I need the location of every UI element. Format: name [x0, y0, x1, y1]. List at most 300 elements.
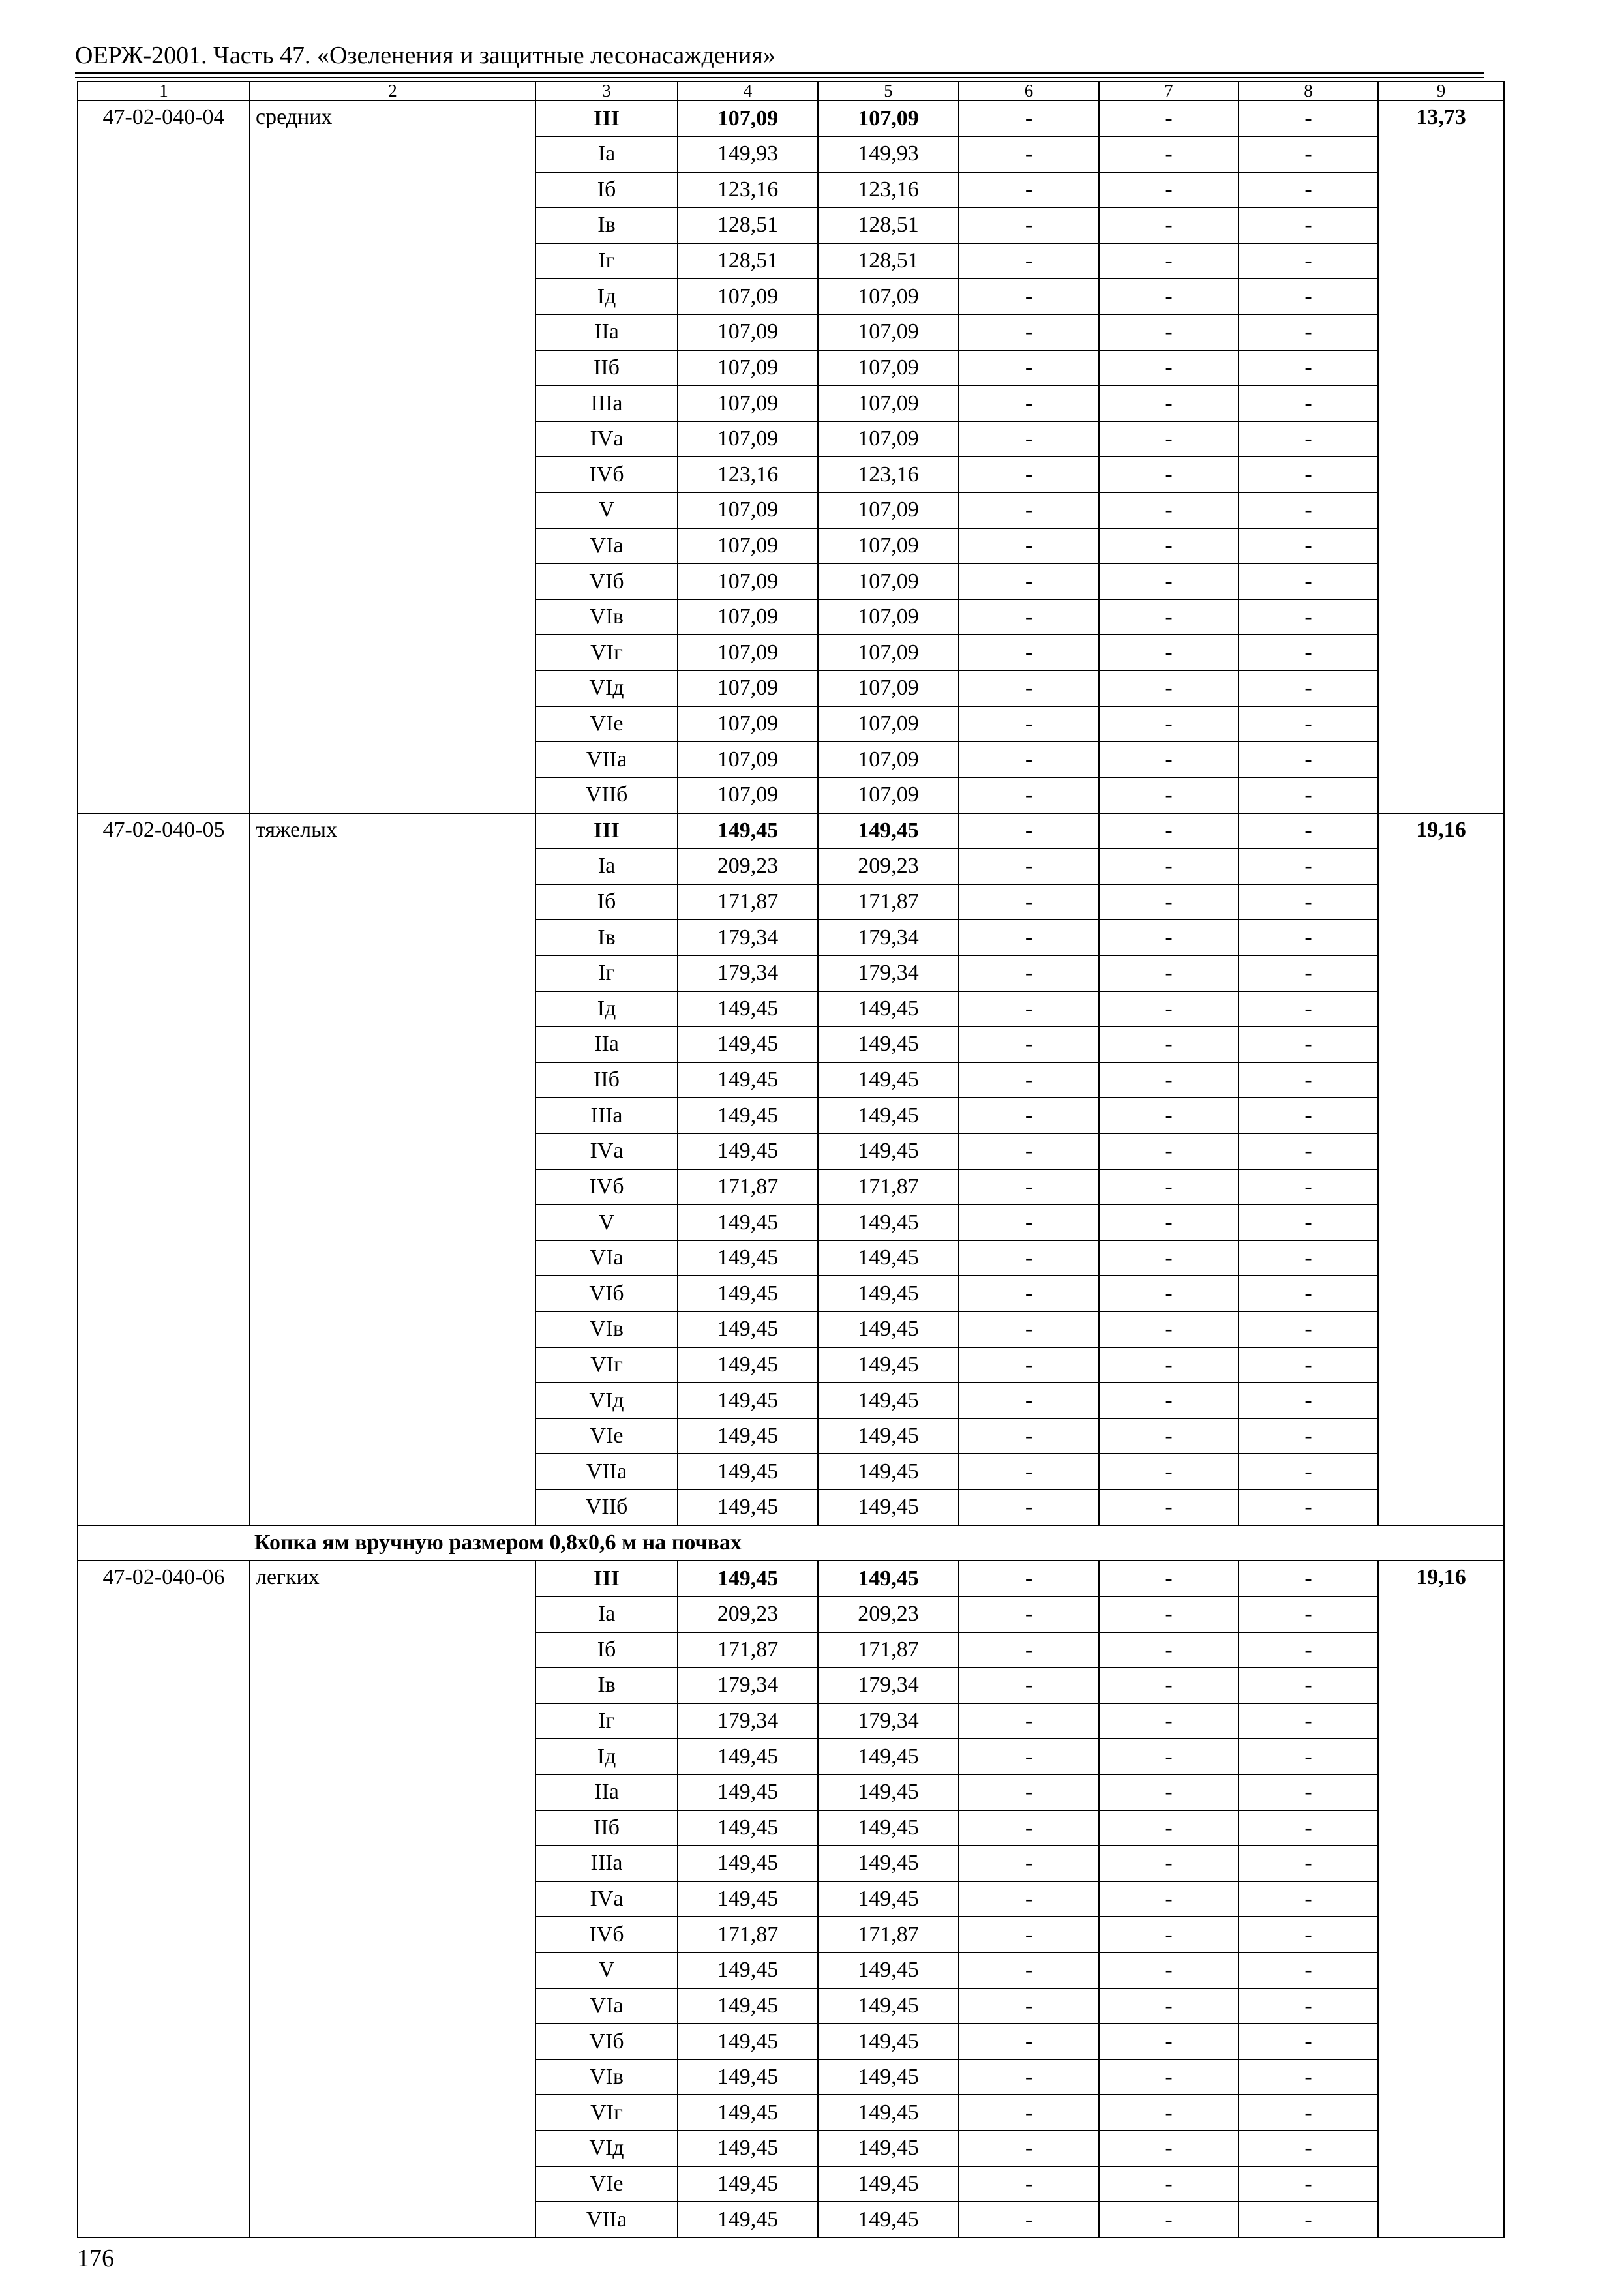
region-zone: IIа: [535, 1026, 678, 1062]
machinery-cost: -: [959, 1668, 1099, 1703]
materials-cost: -: [1239, 1489, 1378, 1525]
machinery-cost: -: [959, 1098, 1099, 1133]
materials-cost: -: [1239, 1204, 1378, 1240]
machinists-wages: -: [1099, 2059, 1239, 2095]
materials-cost: -: [1239, 1062, 1378, 1098]
machinists-wages: -: [1099, 1169, 1239, 1205]
price-wages: 179,34: [818, 955, 959, 991]
machinists-wages: -: [1099, 243, 1239, 279]
machinists-wages: -: [1099, 1489, 1239, 1525]
price-total: 149,45: [678, 2059, 818, 2095]
price-wages: 149,45: [818, 1810, 959, 1846]
region-zone: Iб: [535, 884, 678, 920]
price-wages: 107,09: [818, 492, 959, 528]
region-zone: Iд: [535, 278, 678, 314]
machinists-wages: -: [1099, 1347, 1239, 1383]
rate-code: 47-02-040-06: [78, 1561, 250, 2237]
price-wages: 107,09: [818, 528, 959, 564]
price-total: 149,45: [678, 813, 818, 849]
machinery-cost: -: [959, 1204, 1099, 1240]
materials-cost: -: [1239, 1276, 1378, 1311]
materials-cost: -: [1239, 1703, 1378, 1739]
price-total: 171,87: [678, 1917, 818, 1952]
materials-cost: -: [1239, 492, 1378, 528]
region-zone: Iа: [535, 1596, 678, 1632]
price-total: 107,09: [678, 563, 818, 599]
machinists-wages: -: [1099, 2202, 1239, 2237]
region-zone: IIа: [535, 1774, 678, 1810]
machinery-cost: -: [959, 955, 1099, 991]
price-wages: 107,09: [818, 421, 959, 457]
materials-cost: -: [1239, 278, 1378, 314]
price-wages: 149,45: [818, 813, 959, 849]
region-zone: Iв: [535, 1668, 678, 1703]
machinery-cost: -: [959, 1881, 1099, 1917]
page-number: 176: [77, 2245, 114, 2272]
region-zone: V: [535, 1952, 678, 1988]
machinists-wages: -: [1099, 1703, 1239, 1739]
price-wages: 128,51: [818, 243, 959, 279]
price-wages: 149,45: [818, 1489, 959, 1525]
machinists-wages: -: [1099, 563, 1239, 599]
price-total: 149,93: [678, 136, 818, 172]
machinery-cost: -: [959, 1347, 1099, 1383]
price-total: 171,87: [678, 1632, 818, 1668]
machinery-cost: -: [959, 813, 1099, 849]
price-wages: 179,34: [818, 1668, 959, 1703]
region-zone: IVа: [535, 1881, 678, 1917]
machinery-cost: -: [959, 741, 1099, 777]
rate-code: 47-02-040-05: [78, 813, 250, 1525]
region-zone: Iд: [535, 991, 678, 1027]
table-row: [78, 1561, 1504, 1596]
machinery-cost: -: [959, 884, 1099, 920]
price-total: 149,45: [678, 2166, 818, 2202]
price-total: 179,34: [678, 1703, 818, 1739]
materials-cost: -: [1239, 2202, 1378, 2237]
machinery-cost: -: [959, 314, 1099, 350]
price-wages: 149,45: [818, 1240, 959, 1276]
machinery-cost: -: [959, 635, 1099, 670]
price-total: 149,45: [678, 1739, 818, 1774]
machinists-wages: -: [1099, 1276, 1239, 1311]
price-total: 179,34: [678, 1668, 818, 1703]
price-total: 171,87: [678, 1169, 818, 1205]
section-heading: Копка ям вручную размером 0,8х0,6 м на почвах: [78, 1525, 1504, 1561]
machinery-cost: -: [959, 1240, 1099, 1276]
materials-cost: -: [1239, 528, 1378, 564]
region-zone: Iб: [535, 172, 678, 208]
rates-table: [77, 81, 1505, 2238]
region-zone: VIв: [535, 1311, 678, 1347]
region-zone: Iа: [535, 848, 678, 884]
machinists-wages: -: [1099, 100, 1239, 136]
machinery-cost: -: [959, 2095, 1099, 2131]
price-total: 107,09: [678, 635, 818, 670]
machinists-wages: -: [1099, 350, 1239, 386]
materials-cost: -: [1239, 1632, 1378, 1668]
price-wages: 149,45: [818, 1418, 959, 1454]
price-wages: 179,34: [818, 920, 959, 955]
price-total: 149,45: [678, 991, 818, 1027]
price-wages: 149,45: [818, 2131, 959, 2166]
machinists-wages: -: [1099, 1952, 1239, 1988]
price-wages: 149,45: [818, 1774, 959, 1810]
price-total: 149,45: [678, 1418, 818, 1454]
price-total: 107,09: [678, 599, 818, 635]
price-wages: 149,93: [818, 136, 959, 172]
machinists-wages: -: [1099, 1632, 1239, 1668]
machinery-cost: -: [959, 1169, 1099, 1205]
price-wages: 149,45: [818, 1881, 959, 1917]
materials-cost: -: [1239, 2166, 1378, 2202]
machinery-cost: -: [959, 1632, 1099, 1668]
materials-cost: -: [1239, 1026, 1378, 1062]
machinists-wages: -: [1099, 1881, 1239, 1917]
region-zone: IIIа: [535, 1098, 678, 1133]
region-zone: VIе: [535, 2166, 678, 2202]
price-wages: 149,45: [818, 1133, 959, 1169]
machinery-cost: -: [959, 385, 1099, 421]
machinery-cost: -: [959, 243, 1099, 279]
machinists-wages: -: [1099, 136, 1239, 172]
price-wages: 171,87: [818, 1917, 959, 1952]
region-zone: VIг: [535, 635, 678, 670]
machinery-cost: -: [959, 1276, 1099, 1311]
materials-cost: -: [1239, 1952, 1378, 1988]
column-number: 5: [818, 82, 959, 100]
machinery-cost: -: [959, 2166, 1099, 2202]
machinists-wages: -: [1099, 1454, 1239, 1489]
region-zone: Iв: [535, 920, 678, 955]
materials-cost: -: [1239, 2024, 1378, 2059]
price-wages: 209,23: [818, 848, 959, 884]
materials-cost: -: [1239, 1561, 1378, 1596]
materials-cost: -: [1239, 1240, 1378, 1276]
machinery-cost: -: [959, 1917, 1099, 1952]
machinery-cost: -: [959, 2059, 1099, 2095]
column-number: 2: [250, 82, 535, 100]
machinery-cost: -: [959, 1810, 1099, 1846]
price-total: 123,16: [678, 172, 818, 208]
materials-cost: -: [1239, 1739, 1378, 1774]
price-total: 123,16: [678, 456, 818, 492]
price-total: 171,87: [678, 884, 818, 920]
price-wages: 128,51: [818, 207, 959, 243]
machinery-cost: -: [959, 492, 1099, 528]
price-total: 149,45: [678, 2024, 818, 2059]
region-zone: Iг: [535, 1703, 678, 1739]
machinery-cost: -: [959, 1454, 1099, 1489]
region-zone: III: [535, 1561, 678, 1596]
price-wages: 149,45: [818, 1311, 959, 1347]
region-zone: IVб: [535, 456, 678, 492]
materials-cost: -: [1239, 1881, 1378, 1917]
price-wages: 149,45: [818, 1739, 959, 1774]
price-wages: 107,09: [818, 635, 959, 670]
region-zone: VIа: [535, 1988, 678, 2024]
region-zone: V: [535, 492, 678, 528]
materials-cost: -: [1239, 385, 1378, 421]
table-row: [78, 100, 1504, 136]
price-wages: 123,16: [818, 172, 959, 208]
machinery-cost: -: [959, 100, 1099, 136]
price-total: 209,23: [678, 1596, 818, 1632]
price-wages: 149,45: [818, 1276, 959, 1311]
region-zone: Iд: [535, 1739, 678, 1774]
price-total: 107,09: [678, 278, 818, 314]
machinists-wages: -: [1099, 1917, 1239, 1952]
price-total: 149,45: [678, 1774, 818, 1810]
price-total: 149,45: [678, 1311, 818, 1347]
region-zone: VIIа: [535, 1454, 678, 1489]
materials-cost: -: [1239, 1454, 1378, 1489]
price-total: 107,09: [678, 741, 818, 777]
machinery-cost: -: [959, 1952, 1099, 1988]
price-total: 179,34: [678, 920, 818, 955]
materials-cost: -: [1239, 777, 1378, 813]
column-number: 6: [959, 82, 1099, 100]
machinists-wages: -: [1099, 492, 1239, 528]
machinists-wages: -: [1099, 385, 1239, 421]
region-zone: VIе: [535, 706, 678, 742]
price-wages: 149,45: [818, 1988, 959, 2024]
price-total: 209,23: [678, 848, 818, 884]
price-total: 128,51: [678, 207, 818, 243]
header-rule-thin: [75, 77, 1484, 78]
machinists-wages: -: [1099, 955, 1239, 991]
machinery-cost: -: [959, 2202, 1099, 2237]
region-zone: VIг: [535, 1347, 678, 1383]
price-total: 107,09: [678, 492, 818, 528]
machinery-cost: -: [959, 1846, 1099, 1881]
materials-cost: -: [1239, 172, 1378, 208]
labor-cost: 13,73: [1378, 100, 1504, 813]
materials-cost: -: [1239, 920, 1378, 955]
price-wages: 107,09: [818, 278, 959, 314]
materials-cost: -: [1239, 1098, 1378, 1133]
machinists-wages: -: [1099, 2024, 1239, 2059]
region-zone: Iб: [535, 1632, 678, 1668]
region-zone: VIд: [535, 670, 678, 706]
region-zone: VIб: [535, 2024, 678, 2059]
price-wages: 149,45: [818, 1098, 959, 1133]
machinists-wages: -: [1099, 741, 1239, 777]
machinery-cost: -: [959, 2131, 1099, 2166]
region-zone: VIв: [535, 2059, 678, 2095]
region-zone: III: [535, 813, 678, 849]
price-total: 107,09: [678, 350, 818, 386]
price-total: 149,45: [678, 1489, 818, 1525]
machinists-wages: -: [1099, 1062, 1239, 1098]
materials-cost: -: [1239, 1774, 1378, 1810]
materials-cost: -: [1239, 2095, 1378, 2131]
price-total: 149,45: [678, 1810, 818, 1846]
materials-cost: -: [1239, 635, 1378, 670]
price-wages: 107,09: [818, 314, 959, 350]
machinery-cost: -: [959, 706, 1099, 742]
running-header: ОЕРЖ-2001. Часть 47. «Озеленения и защитные лесонасаждения»: [75, 42, 775, 69]
materials-cost: -: [1239, 1668, 1378, 1703]
column-number: 3: [535, 82, 678, 100]
materials-cost: -: [1239, 314, 1378, 350]
price-wages: 107,09: [818, 350, 959, 386]
materials-cost: -: [1239, 1169, 1378, 1205]
machinists-wages: -: [1099, 991, 1239, 1027]
materials-cost: -: [1239, 991, 1378, 1027]
column-number: 1: [78, 82, 250, 100]
price-total: 149,45: [678, 2131, 818, 2166]
machinery-cost: -: [959, 1311, 1099, 1347]
soil-type: тяжелых: [250, 813, 535, 1525]
region-zone: Iа: [535, 136, 678, 172]
machinery-cost: -: [959, 1596, 1099, 1632]
price-total: 107,09: [678, 670, 818, 706]
machinery-cost: -: [959, 207, 1099, 243]
price-wages: 149,45: [818, 1026, 959, 1062]
price-wages: 149,45: [818, 1383, 959, 1418]
column-number: 4: [678, 82, 818, 100]
price-total: 149,45: [678, 1561, 818, 1596]
price-wages: 171,87: [818, 1169, 959, 1205]
price-wages: 123,16: [818, 456, 959, 492]
soil-type: легких: [250, 1561, 535, 2237]
price-wages: 107,09: [818, 563, 959, 599]
price-total: 149,45: [678, 1454, 818, 1489]
price-total: 149,45: [678, 1347, 818, 1383]
price-total: 107,09: [678, 706, 818, 742]
price-total: 128,51: [678, 243, 818, 279]
materials-cost: -: [1239, 1347, 1378, 1383]
region-zone: III: [535, 100, 678, 136]
price-wages: 179,34: [818, 1703, 959, 1739]
price-total: 149,45: [678, 2095, 818, 2131]
region-zone: IIIа: [535, 385, 678, 421]
machinists-wages: -: [1099, 1774, 1239, 1810]
machinery-cost: -: [959, 1062, 1099, 1098]
machinery-cost: -: [959, 456, 1099, 492]
region-zone: VIIа: [535, 741, 678, 777]
materials-cost: -: [1239, 1596, 1378, 1632]
machinery-cost: -: [959, 136, 1099, 172]
region-zone: VIIб: [535, 1489, 678, 1525]
machinists-wages: -: [1099, 1561, 1239, 1596]
price-total: 149,45: [678, 1026, 818, 1062]
materials-cost: -: [1239, 1383, 1378, 1418]
machinists-wages: -: [1099, 1098, 1239, 1133]
materials-cost: -: [1239, 100, 1378, 136]
machinery-cost: -: [959, 278, 1099, 314]
machinists-wages: -: [1099, 1846, 1239, 1881]
machinists-wages: -: [1099, 848, 1239, 884]
price-wages: 107,09: [818, 706, 959, 742]
machinery-cost: -: [959, 991, 1099, 1027]
price-total: 149,45: [678, 1276, 818, 1311]
machinists-wages: -: [1099, 1988, 1239, 2024]
table-row: [78, 813, 1504, 849]
rate-code: 47-02-040-04: [78, 100, 250, 813]
region-zone: VIIб: [535, 777, 678, 813]
materials-cost: -: [1239, 207, 1378, 243]
region-zone: VIIа: [535, 2202, 678, 2237]
machinists-wages: -: [1099, 314, 1239, 350]
price-total: 149,45: [678, 1240, 818, 1276]
price-total: 149,45: [678, 1383, 818, 1418]
price-total: 107,09: [678, 385, 818, 421]
machinists-wages: -: [1099, 528, 1239, 564]
machinery-cost: -: [959, 1774, 1099, 1810]
price-total: 149,45: [678, 1881, 818, 1917]
labor-cost: 19,16: [1378, 1561, 1504, 2237]
price-wages: 107,09: [818, 599, 959, 635]
price-wages: 149,45: [818, 1846, 959, 1881]
column-number: 8: [1239, 82, 1378, 100]
machinists-wages: -: [1099, 1810, 1239, 1846]
materials-cost: -: [1239, 1311, 1378, 1347]
machinists-wages: -: [1099, 1668, 1239, 1703]
materials-cost: -: [1239, 706, 1378, 742]
price-wages: 149,45: [818, 2095, 959, 2131]
price-total: 149,45: [678, 1204, 818, 1240]
region-zone: VIб: [535, 1276, 678, 1311]
machinists-wages: -: [1099, 920, 1239, 955]
price-total: 107,09: [678, 528, 818, 564]
column-number-row: [78, 82, 1504, 100]
machinery-cost: -: [959, 848, 1099, 884]
machinists-wages: -: [1099, 421, 1239, 457]
materials-cost: -: [1239, 2131, 1378, 2166]
region-zone: Iв: [535, 207, 678, 243]
price-total: 149,45: [678, 1098, 818, 1133]
machinists-wages: -: [1099, 1739, 1239, 1774]
machinists-wages: -: [1099, 207, 1239, 243]
machinery-cost: -: [959, 1988, 1099, 2024]
price-total: 149,45: [678, 1988, 818, 2024]
machinery-cost: -: [959, 172, 1099, 208]
region-zone: VIд: [535, 1383, 678, 1418]
materials-cost: -: [1239, 456, 1378, 492]
region-zone: V: [535, 1204, 678, 1240]
price-total: 149,45: [678, 1062, 818, 1098]
price-wages: 149,45: [818, 2024, 959, 2059]
machinists-wages: -: [1099, 1418, 1239, 1454]
materials-cost: -: [1239, 421, 1378, 457]
machinery-cost: -: [959, 563, 1099, 599]
region-zone: VIв: [535, 599, 678, 635]
region-zone: IIб: [535, 1062, 678, 1098]
region-zone: IIб: [535, 1810, 678, 1846]
region-zone: IIIа: [535, 1846, 678, 1881]
materials-cost: -: [1239, 884, 1378, 920]
machinists-wages: -: [1099, 1133, 1239, 1169]
price-total: 149,45: [678, 1846, 818, 1881]
price-wages: 149,45: [818, 991, 959, 1027]
materials-cost: -: [1239, 741, 1378, 777]
price-total: 107,09: [678, 314, 818, 350]
materials-cost: -: [1239, 813, 1378, 849]
materials-cost: -: [1239, 955, 1378, 991]
region-zone: VIа: [535, 1240, 678, 1276]
machinists-wages: -: [1099, 635, 1239, 670]
machinery-cost: -: [959, 421, 1099, 457]
labor-cost: 19,16: [1378, 813, 1504, 1525]
materials-cost: -: [1239, 563, 1378, 599]
machinery-cost: -: [959, 1703, 1099, 1739]
region-zone: IIб: [535, 350, 678, 386]
price-wages: 107,09: [818, 385, 959, 421]
machinery-cost: -: [959, 920, 1099, 955]
machinists-wages: -: [1099, 1204, 1239, 1240]
